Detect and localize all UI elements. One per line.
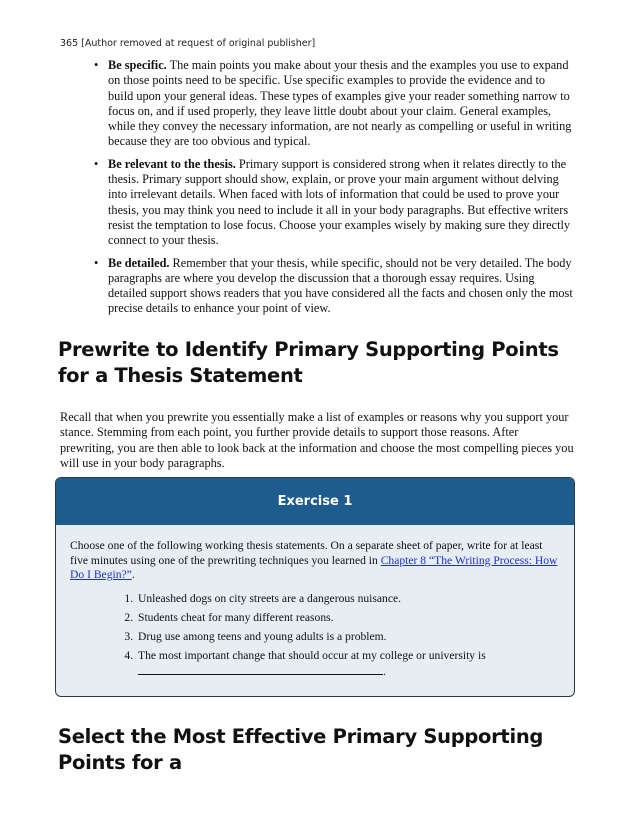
list-item: 4. The most important change that should occur at my college or university is . [136,649,560,680]
thesis-list [70,592,560,680]
exercise-box [55,477,575,697]
bullet-icon: • [94,255,99,270]
section-heading: Select the Most Effective Primary Supporting Points for a [58,725,544,774]
exercise-title: Exercise 1 [56,478,574,525]
page-header: 365 [Author removed at request of original publisher] [60,38,316,49]
list-item: 3. Drug use among teens and young adults is a problem. [136,630,560,645]
bullet-term: Be relevant to the thesis. [108,156,236,171]
bullet-term: Be specific. [108,58,167,72]
list-item: 1. Unleashed dogs on city streets are a dangerous nuisance. [136,592,560,607]
exercise-body [56,525,574,680]
answer-blank [138,663,383,675]
list-item [78,157,573,249]
bullet-text: Primary support is considered strong when it relates directly to the thesis. Primary support should show, explain, or prove your main argument without delving into irrelevant details. When faced with lots of information that could be used to prove your thesis, you may think you need to include it all in your body paragraphs. But effective writers resist the temptation to lose focus. Choose your examples wisely by making sure they directly connect to your thesis. [108,156,571,248]
bullet-icon: • [94,58,99,72]
list-item [78,256,573,317]
section-heading: Prewrite to Identify Primary Supporting Points for a Thesis Statement [58,338,559,387]
list-item [78,58,573,150]
bullet-list [78,58,573,324]
chapter-link[interactable]: Chapter 8 “The Writing Process: How Do I Begin?” [70,553,558,581]
bullet-term: Be detailed. [108,255,170,270]
exercise-intro: Choose one of the following working thesis statements. On a separate sheet of paper, write for at least five minutes using one of the prewriting techniques you learned in Chapter 8 “The Writing Process: How Do I Begin?”. [70,539,558,581]
bullet-icon: • [94,156,99,171]
bullet-text: Remember that your thesis, while specific, should not be very detailed. The body paragraphs are where you develop the discussion that a thorough essay requires. Using detailed support shows readers that you have considered all the facts and chosen only the most precise details to enhance your point of view. [108,255,573,316]
bullet-text: The main points you make about your thesis and the examples you use to expand on those points need to be specific. Use specific examples to provide the evidence and to build upon your general ideas. These types of examples give your reader something narrow to focus on, and if used properly, they leave little doubt about your claim. General examples, while they convey the necessary information, are not nearly as compelling or useful in writing because they are too obvious and typical. [108,58,572,149]
body-paragraph: Recall that when you prewrite you essentially make a list of examples or reasons why you support your stance. Stemming from each point, you further provide details to support those reasons. After prewriting, you are then able to look back at the information and choose the most compelling pieces you will use in your body paragraphs. [60,410,574,470]
list-item: 2. Students cheat for many different reasons. [136,611,560,626]
